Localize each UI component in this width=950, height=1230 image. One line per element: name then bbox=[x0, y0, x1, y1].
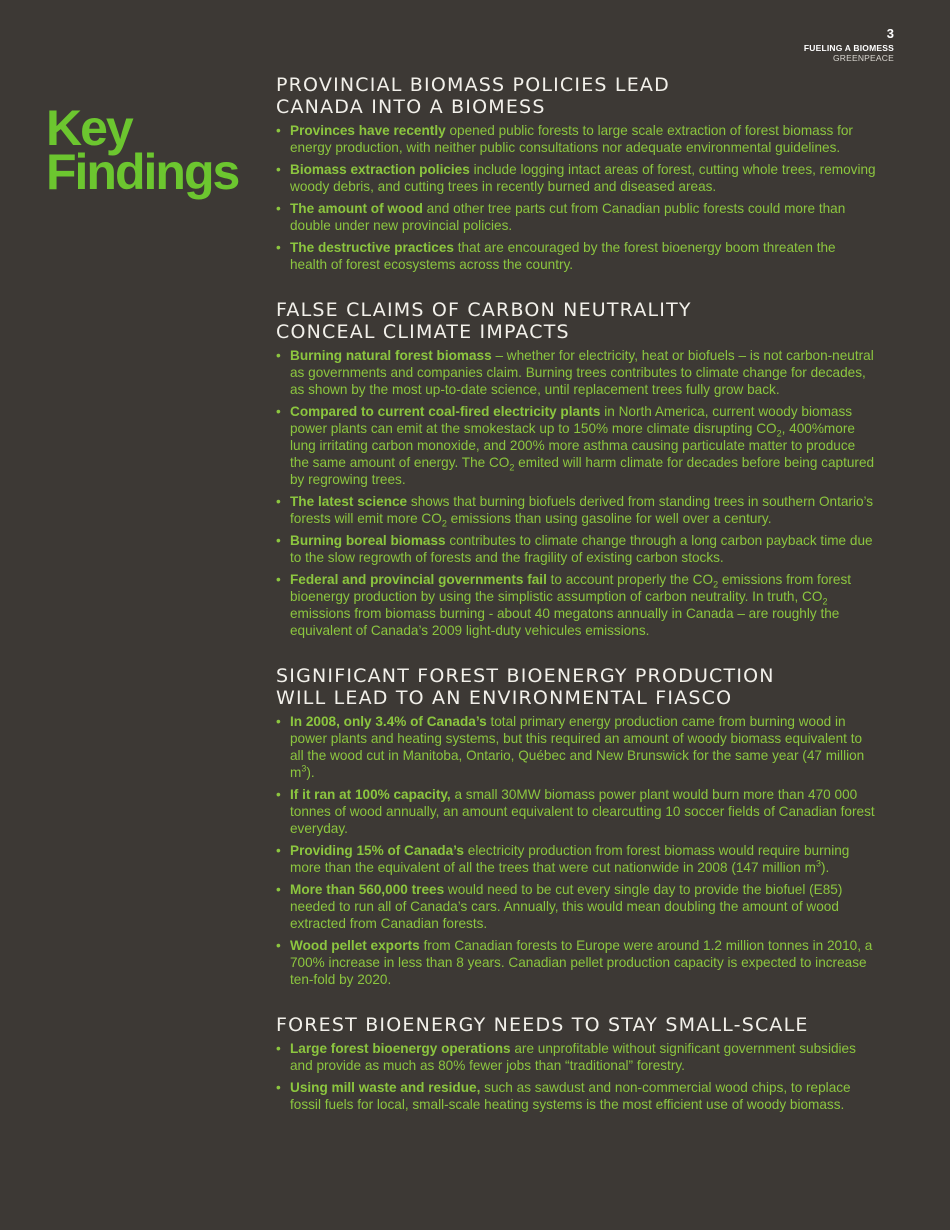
section-title-line1: SIGNIFICANT FOREST BIOENERGY PRODUCTION bbox=[276, 665, 775, 687]
item-text: would need to be cut every single day to provide the biofuel (E85) needed to run all of Canada’s cars. Annually, this would mean doubling the amount of wood extracted from Canadian forests. bbox=[290, 882, 843, 931]
item-text: total primary energy production came from burning wood in power plants and heating systems, but this required an amount of woody biomass equivalent to all the wood cut in Manitoba, Ontario, Québec and New Brunswick for the same year (47 million m bbox=[290, 714, 865, 780]
organization-name: GREENPEACE bbox=[832, 53, 894, 63]
key-findings-line1: Key bbox=[46, 100, 132, 156]
item-text: are unprofitable without significant government subsidies and provide as much as 80% fewer jobs than “traditional” forestry. bbox=[290, 1041, 856, 1073]
item-text: ). bbox=[306, 765, 315, 780]
subscript: 2 bbox=[713, 579, 719, 590]
section-title bbox=[276, 665, 876, 709]
list-item bbox=[276, 713, 876, 781]
section-title-line2: CANADA INTO A BIOMESS bbox=[276, 96, 546, 118]
item-text: that are encouraged by the forest bioenergy boom threaten the health of forest ecosystems across the country. bbox=[290, 240, 836, 272]
list-item bbox=[276, 1040, 876, 1074]
section-environmental-fiasco bbox=[276, 665, 876, 988]
item-lead: Federal and provincial governments fail bbox=[290, 572, 547, 587]
item-lead: The amount of wood bbox=[290, 201, 423, 216]
item-text: shows that burning biofuels derived from standing trees in southern Ontario’s forests will emit more CO bbox=[290, 494, 874, 526]
item-text: emited will harm climate for decades before being captured by regrowing trees. bbox=[290, 455, 875, 487]
item-lead: The latest science bbox=[290, 494, 408, 509]
bullet-list bbox=[276, 122, 876, 273]
list-item bbox=[276, 1079, 876, 1113]
list-item bbox=[276, 493, 876, 527]
bullet-list bbox=[276, 347, 876, 639]
section-title bbox=[276, 299, 876, 343]
section-small-scale bbox=[276, 1014, 876, 1113]
list-item bbox=[276, 122, 876, 156]
report-title: FUELING A BIOMESS bbox=[803, 43, 894, 53]
item-text: in North America, current woody biomass power plants can emit at the smokestack up to 150% more climate disrupting CO bbox=[290, 404, 853, 436]
item-lead: In 2008, only 3.4% of Canada’s bbox=[290, 714, 487, 729]
findings-content bbox=[276, 74, 876, 1139]
item-text: opened public forests to large scale extraction of forest biomass for energy production, with neither public consultations nor adequate environmental guidelines. bbox=[290, 123, 853, 155]
item-text: , 400%more lung irritating carbon monoxide, and 200% more asthma causing particulate matter to produce the same amount of energy. The CO bbox=[290, 421, 856, 470]
subscript: 2 bbox=[776, 428, 782, 439]
list-item bbox=[276, 403, 876, 488]
item-text: from Canadian forests to Europe were around 1.2 million tonnes in 2010, a 700% increase in less than 8 years. Canadian pellet production capacity is expected to increase ten-fold by 2020. bbox=[290, 938, 873, 987]
section-carbon-neutrality bbox=[276, 299, 876, 639]
item-text: a small 30MW biomass power plant would burn more than 470 000 tonnes of wood annually, an amount equivalent to clearcutting 10 soccer fields of Canadian forest everyday. bbox=[290, 787, 875, 836]
list-item bbox=[276, 161, 876, 195]
item-lead: Large forest bioenergy operations bbox=[290, 1041, 511, 1056]
list-item bbox=[276, 239, 876, 273]
section-title-line2: CONCEAL CLIMATE IMPACTS bbox=[276, 321, 570, 343]
list-item bbox=[276, 532, 876, 566]
list-item bbox=[276, 347, 876, 398]
item-text: – whether for electricity, heat or biofuels – is not carbon-neutral as governments and companies claim. Burning trees contributes to climate change for decades, as shown by the most up-to-date science, until replacement trees fully grow back. bbox=[290, 348, 874, 397]
item-lead: Providing 15% of Canada’s bbox=[290, 843, 464, 858]
list-item bbox=[276, 571, 876, 639]
section-title bbox=[276, 74, 876, 118]
item-lead: More than 560,000 trees bbox=[290, 882, 445, 897]
item-lead: Biomass extraction policies bbox=[290, 162, 470, 177]
subscript: 2 bbox=[441, 518, 447, 529]
superscript: 3 bbox=[301, 763, 307, 774]
item-text: include logging intact areas of forest, cutting whole trees, removing woody debris, and cutting trees in recently burned and diseased areas. bbox=[290, 162, 876, 194]
section-title-line1: FALSE CLAIMS OF CARBON NEUTRALITY bbox=[276, 299, 692, 321]
subscript: 2 bbox=[509, 462, 515, 473]
list-item bbox=[276, 842, 876, 876]
item-text: contributes to climate change through a long carbon payback time due to the slow regrowth of forests and the fragility of existing carbon stocks. bbox=[290, 533, 873, 565]
item-text: and other tree parts cut from Canadian public forests could more than double under new provincial policies. bbox=[290, 201, 846, 233]
item-lead: Compared to current coal-fired electricity plants bbox=[290, 404, 601, 419]
item-text: such as sawdust and non-commercial wood chips, to replace fossil fuels for local, small-scale heating systems is the most efficient use of woody biomass. bbox=[290, 1080, 851, 1112]
item-lead: The destructive practices bbox=[290, 240, 454, 255]
list-item bbox=[276, 786, 876, 837]
subscript: 2 bbox=[822, 596, 828, 607]
item-lead: Burning boreal biomass bbox=[290, 533, 446, 548]
item-text: electricity production from forest biomass would require burning more than the equivalent of all the trees that were cut nationwide in 2008 (147 million m bbox=[290, 843, 850, 875]
running-header bbox=[804, 43, 894, 63]
item-lead: If it ran at 100% capacity, bbox=[290, 787, 451, 802]
page-number: 3 bbox=[886, 26, 894, 41]
section-title bbox=[276, 1014, 876, 1036]
list-item bbox=[276, 937, 876, 988]
list-item bbox=[276, 200, 876, 234]
superscript: 3 bbox=[815, 858, 821, 869]
item-text: emissions than using gasoline for well over a century. bbox=[446, 511, 772, 526]
item-text: emissions from biomass burning - about 40 megatons annually in Canada – are roughly the equivalent of Canada’s 2009 light-duty vehicules emissions. bbox=[290, 606, 840, 638]
key-findings-line2: Findings bbox=[46, 144, 239, 200]
section-title-line1: FOREST BIOENERGY NEEDS TO STAY SMALL-SCALE bbox=[276, 1014, 809, 1036]
section-provincial-policies bbox=[276, 74, 876, 273]
list-item bbox=[276, 881, 876, 932]
item-text: ). bbox=[820, 860, 830, 875]
item-lead: Wood pellet exports bbox=[290, 938, 420, 953]
item-lead: Provinces have recently bbox=[290, 123, 446, 138]
item-text: emissions from forest bioenergy production by using the simplistic assumption of carbon neutrality. In truth, CO bbox=[290, 572, 852, 604]
section-title-line1: PROVINCIAL BIOMASS POLICIES LEAD bbox=[276, 74, 670, 96]
bullet-list bbox=[276, 1040, 876, 1113]
item-lead: Burning natural forest biomass bbox=[290, 348, 492, 363]
item-text: to account properly the CO bbox=[546, 572, 714, 587]
bullet-list bbox=[276, 713, 876, 988]
key-findings-heading bbox=[46, 100, 239, 200]
section-title-line2: WILL LEAD TO AN ENVIRONMENTAL FIASCO bbox=[276, 687, 733, 709]
item-lead: Using mill waste and residue, bbox=[290, 1080, 481, 1095]
